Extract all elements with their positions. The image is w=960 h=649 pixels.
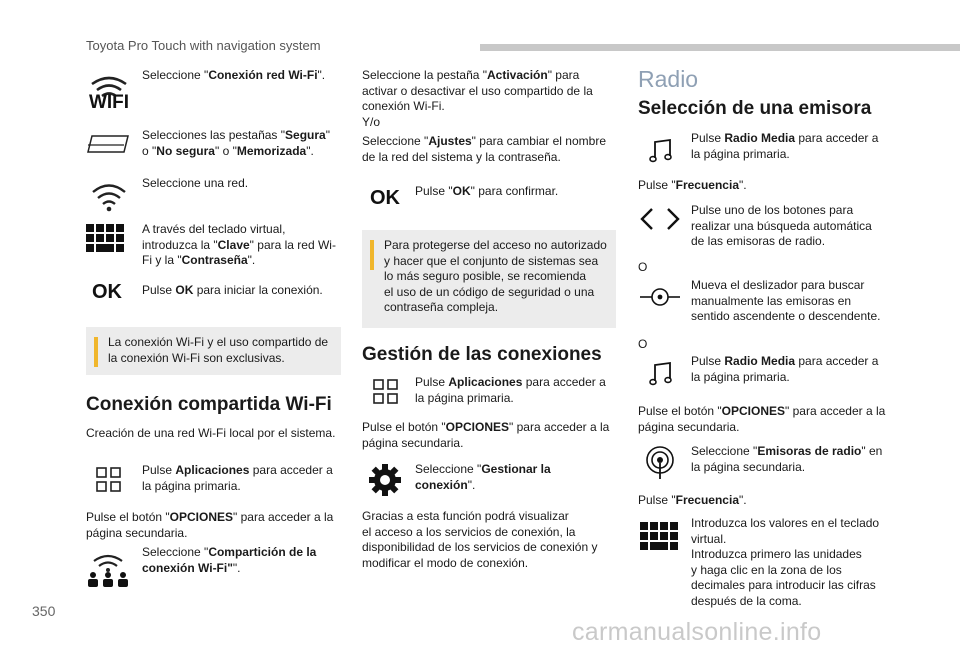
- step-auto-search: Pulse uno de los botones para realizar una búsqueda automática de las emisoras de radio.: [691, 203, 872, 248]
- apps-icon: [96, 467, 122, 493]
- step-radio-media-2: Pulse Radio Media para acceder a la página primaria.: [691, 354, 879, 384]
- step-select-sharing: Seleccione "Compartición de la conexión Wi-Fi"".: [142, 545, 317, 575]
- step-apps-1: Pulse Aplicaciones para acceder a la página primaria.: [142, 463, 333, 493]
- slider-icon: [640, 284, 680, 310]
- step-frequency-2: Pulse "Frecuencia".: [638, 493, 747, 507]
- note-box-exclusive: La conexión Wi-Fi y el uso compartido de la conexión Wi-Fi son exclusivas.: [86, 327, 341, 375]
- paragraph-settings: Seleccione "Ajustes" para cambiar el nombre de la red del sistema y la contraseña.: [362, 134, 606, 164]
- header-title: Toyota Pro Touch with navigation system: [86, 38, 321, 53]
- connection-sharing-icon: [86, 553, 130, 589]
- step-radio-media-1: Pulse Radio Media para acceder a la página primaria.: [691, 131, 879, 161]
- note-accent-bar: [94, 337, 98, 367]
- heading-manage-connections: Gestión de las conexiones: [362, 344, 602, 365]
- note-box-security: Para protegerse del acceso no autorizado y hacer que el conjunto de sistemas sea lo más seguro posible, se recomienda el uso de un código de seguridad o una contraseña compleja.: [362, 230, 616, 328]
- radio-station-icon: [644, 446, 676, 480]
- apps-icon: [373, 379, 399, 405]
- step-frequency-1: Pulse "Frecuencia".: [638, 178, 747, 192]
- wifi-signal-icon: [90, 180, 128, 214]
- tabs-icon: [86, 134, 132, 156]
- step-select-network: Seleccione una red.: [142, 176, 249, 190]
- header-bar: [480, 44, 960, 51]
- watermark: carmanualsonline.info: [572, 618, 822, 646]
- keyboard-icon: [640, 522, 680, 552]
- paragraph-activation: Seleccione la pestaña "Activación" para activar o desactivar el uso compartido de la conexión Wi-Fi. Y/o: [362, 68, 593, 129]
- note-accent-bar: [370, 240, 374, 270]
- step-select-tabs: Selecciones las pestañas "Segura" o "No segura" o "Memorizada".: [142, 128, 330, 158]
- or-separator-2: O: [638, 337, 648, 351]
- ok-icon: OK: [370, 187, 400, 209]
- step-keyboard-entry: A través del teclado virtual, introduzca la "Clave" para la red Wi- Fi y la "Contraseña".: [142, 222, 336, 267]
- step-radio-stations: Seleccione "Emisoras de radio" en la página secundaria.: [691, 444, 883, 474]
- step-enter-frequency: Introduzca los valores en el teclado virtual. Introduzca primero las unidades y haga clic en la zona de los decimales para introducir las cifras después de la coma.: [691, 516, 880, 608]
- music-note-icon: [648, 138, 674, 164]
- step-manage-connection: Seleccione "Gestionar la conexión".: [415, 462, 551, 492]
- section-title-radio: Radio: [638, 66, 699, 92]
- chevron-right-icon: [664, 207, 682, 231]
- gear-icon: [368, 463, 402, 497]
- ok-icon: OK: [92, 281, 122, 303]
- intro-wifi-sharing: Creación de una red Wi-Fi local por el sistema.: [86, 426, 336, 440]
- heading-select-station: Selección de una emisora: [638, 98, 872, 119]
- music-note-icon: [648, 361, 674, 387]
- step-select-wifi: Seleccione "Conexión red Wi-Fi".: [142, 68, 326, 82]
- step-options-3: Pulse el botón "OPCIONES" para acceder a la página secundaria.: [638, 404, 886, 434]
- paragraph-connection-services: Gracias a esta función podrá visualizar el acceso a los servicios de conexión, la disponibilidad de los servicios de conexión y modificar el modo de conexión.: [362, 509, 598, 570]
- wifi-icon: [86, 70, 132, 116]
- chevron-left-icon: [638, 207, 656, 231]
- step-confirm-ok: Pulse "OK" para confirmar.: [415, 184, 559, 198]
- step-manual-slider: Mueva el deslizador para buscar manualmente las emisoras en sentido ascendente o descendente.: [691, 278, 881, 323]
- page-number: 350: [32, 603, 56, 619]
- heading-wifi-sharing: Conexión compartida Wi-Fi: [86, 394, 332, 415]
- step-options-1: Pulse el botón "OPCIONES" para acceder a la página secundaria.: [86, 510, 334, 540]
- or-separator-1: O: [638, 260, 648, 274]
- step-press-ok: Pulse OK para iniciar la conexión.: [142, 283, 323, 297]
- step-apps-2: Pulse Aplicaciones para acceder a la página primaria.: [415, 375, 606, 405]
- keyboard-icon: [86, 224, 126, 254]
- wifi-icon-label: WIFI: [88, 92, 130, 113]
- step-options-2: Pulse el botón "OPCIONES" para acceder a la página secundaria.: [362, 420, 610, 450]
